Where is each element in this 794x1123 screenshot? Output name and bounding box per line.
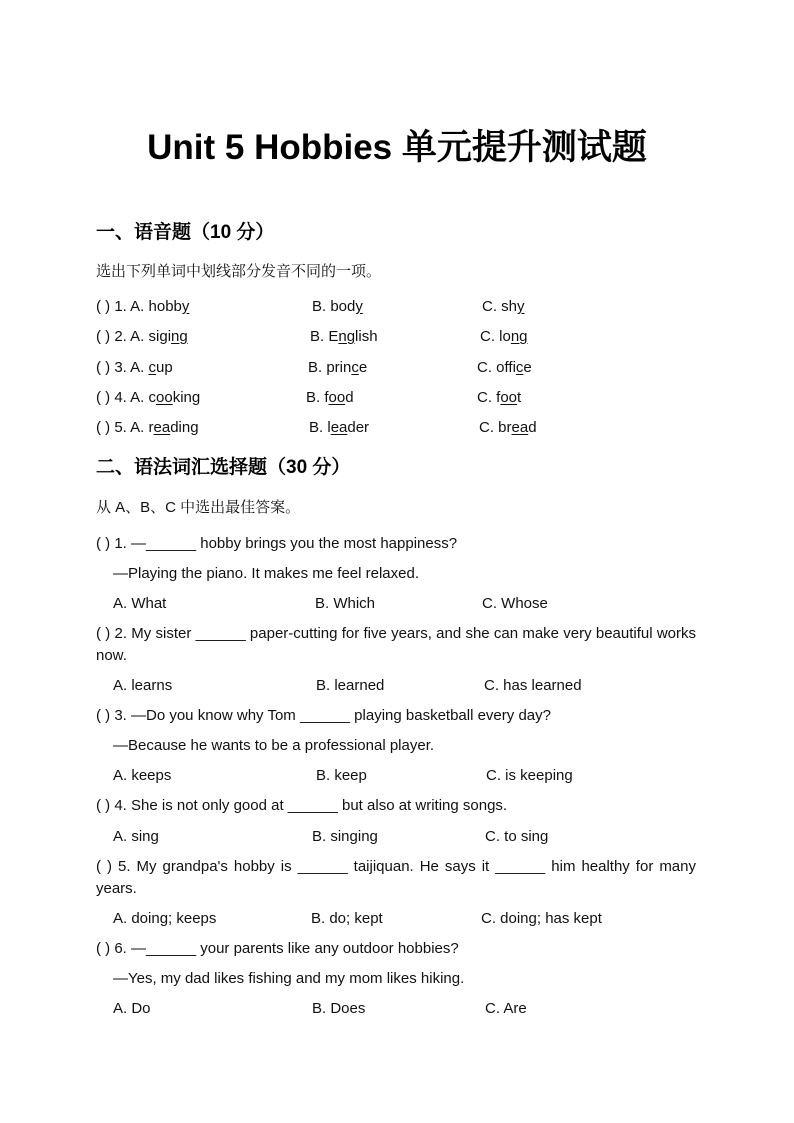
option-a: A. keeps — [113, 767, 172, 784]
underlined-part: ng — [338, 328, 356, 345]
option-b: B. learned — [316, 677, 385, 694]
option-c: C. Are — [485, 1000, 527, 1017]
word-prefix: B. f — [306, 389, 329, 406]
phonics-item-5-b — [309, 417, 369, 439]
word-prefix: C. br — [479, 419, 512, 436]
option-b — [306, 389, 354, 406]
word-prefix: B. E — [310, 328, 339, 345]
option-c: C. doing; has kept — [481, 910, 602, 927]
word-suffix: d — [345, 389, 354, 406]
word-suffix: lish — [355, 328, 378, 345]
option-b — [308, 359, 367, 376]
option-c: C. is keeping — [486, 767, 573, 784]
phonics-item-5 — [96, 417, 199, 439]
option-b — [310, 328, 378, 345]
word-suffix: der — [347, 419, 370, 436]
underlined-part: ea — [330, 419, 348, 436]
section-2-instruction: 从 A、B、C 中选出最佳答案。 — [96, 499, 301, 516]
question-2-stem: ( ) 2. My sister ______ paper-cutting for five years, and she can make very beautiful works now. — [96, 625, 696, 664]
underlined-part: c — [515, 359, 524, 376]
option-a: A. What — [113, 595, 167, 612]
item-stem: ( ) 3. A. — [96, 359, 149, 376]
option-a — [149, 419, 199, 436]
option-b: B. Which — [315, 595, 376, 612]
option-c — [482, 298, 525, 315]
phonics-item-2 — [96, 326, 188, 348]
word-suffix: king — [172, 389, 201, 406]
item-stem: ( ) 2. A. — [96, 328, 149, 345]
phonics-item-1 — [96, 296, 189, 318]
option-b — [309, 419, 369, 436]
question-4-stem: ( ) 4. She is not only good at ______ but also at writing songs. — [96, 797, 508, 814]
option-a — [149, 298, 190, 315]
option-b: B. Does — [312, 1000, 366, 1017]
phonics-item-5-c — [479, 417, 537, 439]
phonics-item-4-b — [306, 387, 354, 409]
phonics-item-2-c — [480, 326, 528, 348]
option-b: B. do; kept — [311, 910, 383, 927]
option-c — [477, 359, 532, 376]
word-suffix: d — [528, 419, 537, 436]
option-a: A. sing — [113, 828, 159, 845]
option-c: C. to sing — [485, 828, 549, 845]
word-prefix: C. lo — [480, 328, 511, 345]
item-stem: ( ) 5. A. — [96, 419, 149, 436]
word-prefix: sigi — [148, 328, 172, 345]
underlined-part: ea — [153, 419, 171, 436]
option-c — [480, 328, 528, 345]
question-3-reply: —Because he wants to be a professional player. — [113, 737, 435, 754]
underlined-part: oo — [156, 389, 173, 406]
section-1-heading: 一、语音题（10 分） — [96, 222, 275, 243]
word-prefix: B. prin — [308, 359, 352, 376]
phonics-item-1-b — [312, 296, 363, 318]
option-a — [149, 389, 201, 406]
underlined-part: y — [355, 298, 363, 315]
question-3-stem: ( ) 3. —Do you know why Tom ______ playing basketball every day? — [96, 707, 551, 724]
word-prefix: r — [148, 419, 154, 436]
option-b: B. singing — [312, 828, 378, 845]
phonics-item-3 — [96, 357, 173, 379]
phonics-item-4 — [96, 387, 200, 409]
word-prefix: C. offi — [477, 359, 516, 376]
question-6-reply: —Yes, my dad likes fishing and my mom likes hiking. — [113, 970, 465, 987]
question-1-reply: —Playing the piano. It makes me feel relaxed. — [113, 565, 419, 582]
word-suffix: e — [523, 359, 532, 376]
phonics-item-2-b — [310, 326, 378, 348]
option-c — [479, 419, 537, 436]
option-c: C. Whose — [482, 595, 548, 612]
word-suffix: e — [358, 359, 368, 376]
phonics-item-1-c — [482, 296, 525, 318]
underlined-part: oo — [500, 389, 518, 406]
underlined-part: c — [148, 359, 157, 376]
word-prefix: c — [148, 389, 157, 406]
option-c: C. has learned — [484, 677, 582, 694]
word-prefix: C. f — [477, 389, 501, 406]
underlined-part: c — [351, 359, 359, 376]
word-prefix: B. bod — [312, 298, 356, 315]
underlined-part: y — [517, 298, 525, 315]
underlined-part: ng — [510, 328, 528, 345]
option-a — [149, 328, 188, 345]
underlined-part: ea — [511, 419, 529, 436]
word-prefix: hobb — [148, 298, 182, 315]
option-b: B. keep — [316, 767, 367, 784]
option-a — [149, 359, 173, 376]
word-prefix: B. l — [309, 419, 331, 436]
question-5-stem: ( ) 5. My grandpa's hobby is ______ taijiquan. He says it ______ him healthy for many years. — [96, 858, 696, 897]
question-6-stem: ( ) 6. —______ your parents like any outdoor hobbies? — [96, 940, 459, 957]
page-title: Unit 5 Hobbies 单元提升测试题 — [147, 128, 647, 167]
phonics-item-3-c — [477, 357, 532, 379]
underlined-part: y — [181, 298, 190, 315]
option-b — [312, 298, 363, 315]
word-prefix: C. sh — [482, 298, 518, 315]
underlined-part: oo — [328, 389, 346, 406]
word-suffix: up — [156, 359, 173, 376]
option-c — [477, 389, 521, 406]
underlined-part: ng — [171, 328, 188, 345]
item-stem: ( ) 1. A. — [96, 298, 149, 315]
phonics-item-4-c — [477, 387, 521, 409]
item-stem: ( ) 4. A. — [96, 389, 149, 406]
word-suffix: ding — [170, 419, 199, 436]
phonics-item-3-b — [308, 357, 367, 379]
option-a: A. doing; keeps — [113, 910, 217, 927]
option-a: A. learns — [113, 677, 173, 694]
section-1-instruction: 选出下列单词中划线部分发音不同的一项。 — [96, 263, 382, 280]
question-1-stem: ( ) 1. —______ hobby brings you the most happiness? — [96, 535, 458, 552]
option-a: A. Do — [113, 1000, 151, 1017]
section-2-heading: 二、语法词汇选择题（30 分） — [96, 457, 351, 478]
word-suffix: t — [517, 389, 522, 406]
